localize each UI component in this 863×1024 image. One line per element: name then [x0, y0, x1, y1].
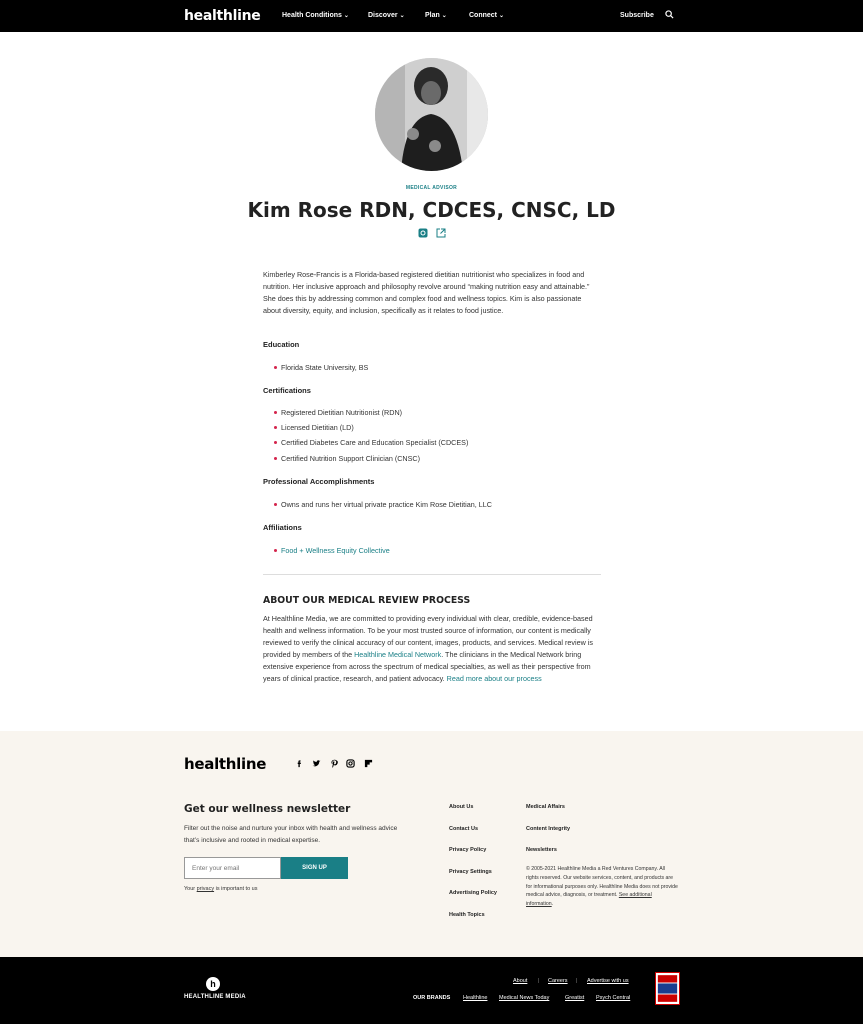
- medical-network-link[interactable]: Healthline Medical Network: [354, 650, 442, 659]
- twitter-icon[interactable]: [312, 759, 321, 768]
- footer-link-medical-affairs[interactable]: Medical Affairs: [526, 804, 565, 810]
- brand-link-psych-central[interactable]: Psych Central: [596, 995, 631, 1001]
- footer-link-health-topics[interactable]: Health Topics: [449, 912, 485, 918]
- newsletter-description: Filter out the noise and nurture your inbox with health and wellness advice that’s inclusive and rooted in medical expertise.: [184, 825, 398, 844]
- hon-code-badge-icon[interactable]: [655, 972, 680, 1005]
- search-icon[interactable]: [665, 10, 674, 19]
- separator: |: [538, 978, 540, 984]
- additional-info-link[interactable]: See additional information: [526, 892, 652, 908]
- nav-label: Plan: [425, 12, 440, 19]
- certification-item: Certified Diabetes Care and Education Specialist (CDCES): [281, 438, 469, 447]
- profile-bio: Kimberley Rose-Francis is a Florida-based registered dietitian nutritionist who specializes in food and nutrition. Her inclusive approach and philosophy revolve around “making nutrition easy and attainable.” She does this by addressing common and complex food and wellness topics. Kim is also passionate about diversity, equity, and inclusion, specifically as it relates to food justice.: [263, 270, 590, 315]
- certifications-heading: Certifications: [263, 386, 311, 395]
- healthline-media-name: HEALTHLINE MEDIA: [184, 994, 246, 1000]
- about-review-text: [263, 613, 601, 685]
- privacy-text: Your: [184, 886, 197, 892]
- accomplishment-item: Owns and runs her virtual private practice Kim Rose Dietitian, LLC: [281, 500, 492, 509]
- about-text-part: . The clinicians in the Medical Network bring extensive experience from across the spectrum of medical specialties, as well as their perspective from years of clinical practice, research, and patient advocacy.: [263, 650, 591, 683]
- affiliation-link[interactable]: Food + Wellness Equity Collective: [281, 546, 390, 555]
- education-heading: Education: [263, 340, 300, 349]
- section-divider: [263, 574, 601, 575]
- footer: [0, 731, 863, 957]
- footer-link-content-integrity[interactable]: Content Integrity: [526, 826, 570, 832]
- footer-link-contact-us[interactable]: Contact Us: [449, 826, 479, 832]
- affiliations-heading: Affiliations: [263, 523, 302, 532]
- chevron-down-icon: ⌄: [499, 13, 505, 19]
- external-link-icon[interactable]: [436, 228, 446, 238]
- certification-item: Registered Dietitian Nutritionist (RDN): [281, 408, 403, 417]
- bullet: [274, 366, 277, 369]
- nav-label: Health Conditions: [282, 12, 342, 19]
- about-text-part: At Healthline Media, we are committed to providing every individual with clear, credible, evidence-based health and wellness information. To be your most trusted source of information, our content is medically reviewed to verify the clinical accuracy of our content, images, products, and services. Medical review is provided by members of the: [263, 614, 593, 659]
- nav-label: Connect: [469, 12, 497, 19]
- instagram-icon[interactable]: [418, 228, 428, 238]
- nav-discover[interactable]: [368, 12, 405, 19]
- signup-button[interactable]: SIGN UP: [281, 857, 348, 879]
- bottom-link-about[interactable]: About: [513, 978, 528, 984]
- brand-link-healthline[interactable]: Healthline: [463, 995, 488, 1001]
- certification-item: Certified Nutrition Support Clinician (CNSC): [281, 454, 421, 463]
- bottom-link-careers[interactable]: Careers: [548, 978, 568, 984]
- footer-link-privacy-settings[interactable]: Privacy Settings: [449, 869, 492, 875]
- nav-plan[interactable]: [425, 12, 447, 19]
- privacy-note: [184, 886, 258, 892]
- brand-link-greatist[interactable]: Greatist: [565, 995, 585, 1001]
- footer-link-newsletters[interactable]: Newsletters: [526, 847, 557, 853]
- healthline-logo[interactable]: healthline: [184, 8, 261, 24]
- brand-link-medical-news-today[interactable]: Medical News Today: [499, 995, 550, 1001]
- separator: |: [576, 978, 578, 984]
- bullet: [274, 441, 277, 444]
- bottom-link-advertise[interactable]: Advertise with us: [587, 978, 629, 984]
- copyright-text: [526, 865, 678, 909]
- privacy-link[interactable]: privacy: [196, 886, 215, 892]
- chevron-down-icon: ⌄: [399, 13, 405, 19]
- healthline-media-logo-icon[interactable]: h: [206, 977, 220, 991]
- copyright-end: .: [551, 901, 554, 908]
- chevron-down-icon: ⌄: [343, 13, 349, 19]
- newsletter-title: Get our wellness newsletter: [184, 803, 351, 815]
- flipboard-icon[interactable]: [364, 759, 373, 768]
- top-nav-bar: [0, 0, 863, 32]
- newsletter-email-input[interactable]: [184, 857, 281, 879]
- nav-label: Discover: [368, 12, 398, 19]
- education-item: Florida State University, BS: [281, 363, 369, 372]
- our-brands-label: OUR BRANDS: [413, 995, 451, 1001]
- footer-link-advertising-policy[interactable]: Advertising Policy: [449, 890, 497, 896]
- bullet: [274, 503, 277, 506]
- bullet: [274, 426, 277, 429]
- profile-avatar: [375, 58, 488, 171]
- footer-logo[interactable]: healthline: [184, 755, 267, 773]
- facebook-icon[interactable]: [295, 759, 304, 768]
- copyright-body: © 2005-2021 Healthline Media a Red Ventures Company. All rights reserved. Our website services, content, and products are for informational purposes only. Healthline Media does not provide medical advice, diagnosis, or treatment.: [526, 866, 678, 899]
- certification-item: Licensed Dietitian (LD): [281, 423, 354, 432]
- instagram-icon[interactable]: [346, 759, 355, 768]
- nav-health-conditions[interactable]: [282, 12, 349, 19]
- nav-connect[interactable]: [469, 12, 504, 19]
- footer-link-privacy-policy[interactable]: Privacy Policy: [449, 847, 487, 853]
- bullet: [274, 457, 277, 460]
- accomplishments-heading: Professional Accomplishments: [263, 477, 375, 486]
- footer-link-about-us[interactable]: About Us: [449, 804, 474, 810]
- bullet: [274, 411, 277, 414]
- read-more-link[interactable]: Read more about our process: [446, 674, 542, 683]
- about-review-heading: ABOUT OUR MEDICAL REVIEW PROCESS: [263, 595, 471, 606]
- bullet: [274, 549, 277, 552]
- profile-photo: [375, 58, 488, 171]
- profile-name: Kim Rose RDN, CDCES, CNSC, LD: [247, 198, 616, 222]
- bottom-bar: [0, 957, 863, 1024]
- privacy-text: is important to us: [214, 886, 258, 892]
- chevron-down-icon: ⌄: [441, 13, 447, 19]
- profile-role: MEDICAL ADVISOR: [405, 185, 458, 191]
- pinterest-icon[interactable]: [330, 759, 339, 768]
- subscribe-link[interactable]: Subscribe: [620, 12, 654, 19]
